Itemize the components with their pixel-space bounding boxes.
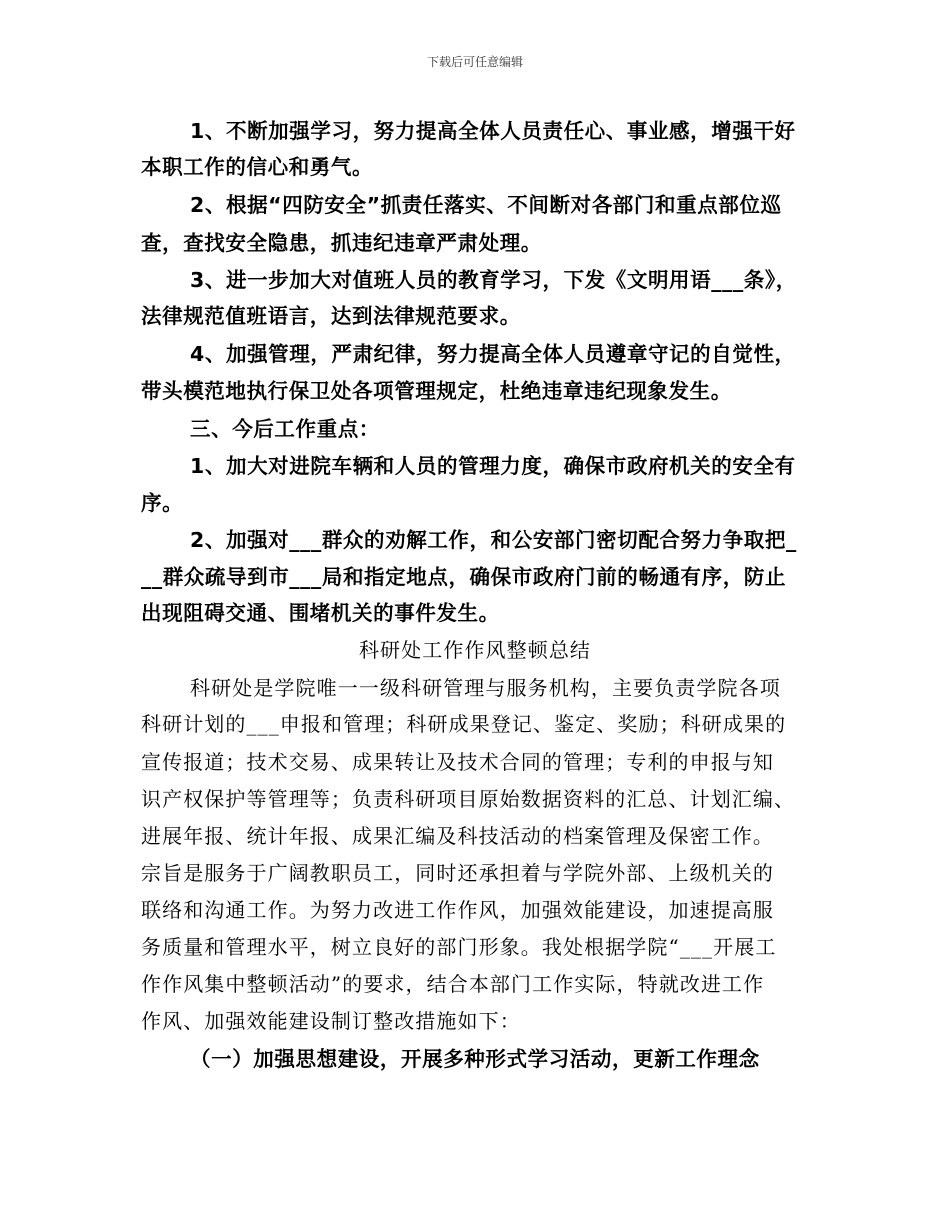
paragraph-line: 本职工作的信心和勇气。 (141, 155, 374, 179)
paragraph-line: 4、加强管理，严肃纪律，努力提高全体人员遵章守记的自觉性， (190, 342, 796, 366)
paragraph-line: 1、加大对进院车辆和人员的管理力度，确保市政府机关的安全有 (190, 454, 796, 478)
body-line: 宗旨是服务于广阔教职员工，同时还承担着与学院外部、上级机关的 (141, 861, 774, 885)
paragraph-line: __群众疏导到市___局和指定地点，确保市政府门前的畅通有序，防止 (141, 565, 787, 589)
section-heading: 三、今后工作重点： (190, 417, 380, 441)
paragraph-line: 3、进一步加大对值班人员的教育学习，下发《文明用语___条》， (190, 268, 797, 292)
body-line: 科研计划的___申报和管理；科研成果登记、鉴定、奖励；科研成果的 (141, 712, 787, 736)
paragraph-line: 1、不断加强学习，努力提高全体人员责任心、事业感，增强干好 (190, 119, 796, 143)
header-note: 下载后可任意编辑 (426, 55, 523, 69)
body-line: 进展年报、统计年报、成果汇编及科技活动的档案管理及保密工作。 (141, 824, 774, 848)
body-line: 作作风集中整顿活动”的要求，结合本部门工作实际，特就改进工作 (141, 972, 765, 996)
body-line: 宣传报道；技术交易、成果转让及技术合同的管理；专利的申报与知 (141, 750, 774, 774)
paragraph-line: 查，查找安全隐患，抓违纪违章严肃处理。 (141, 231, 542, 255)
paragraph-line: 出现阻碍交通、围堵机关的事件发生。 (141, 601, 500, 625)
paragraph-line: 2、加强对___群众的劝解工作，和公安部门密切配合努力争取把_ (190, 528, 797, 552)
body-line: 识产权保护等管理等；负责科研项目原始数据资料的汇总、计划汇编、 (141, 787, 796, 811)
body-line: 作风、加强效能建设制订整改措施如下： (141, 1009, 521, 1033)
body-line: 联络和沟通工作。为努力改进工作作风，加强效能建设，加速提高服 (141, 898, 774, 922)
paragraph-line: 法律规范值班语言，达到法律规范要求。 (141, 304, 521, 328)
document-title: 科研处工作作风整顿总结 (358, 638, 592, 662)
paragraph-line: 带头模范地执行保卫处各项管理规定，杜绝违章违纪现象发生。 (141, 379, 732, 403)
body-line: 科研处是学院唯一一级科研管理与服务机构，主要负责学院各项 (190, 676, 781, 700)
paragraph-line: 2、根据“四防安全”抓责任落实、不间断对各部门和重点部位巡 (190, 193, 782, 217)
subheading: （一）加强思想建设，开展多种形式学习活动，更新工作理念 (190, 1047, 760, 1071)
paragraph-line: 序。 (141, 491, 184, 515)
body-line: 务质量和管理水平，树立良好的部门形象。我处根据学院“___开展工 (141, 935, 777, 959)
